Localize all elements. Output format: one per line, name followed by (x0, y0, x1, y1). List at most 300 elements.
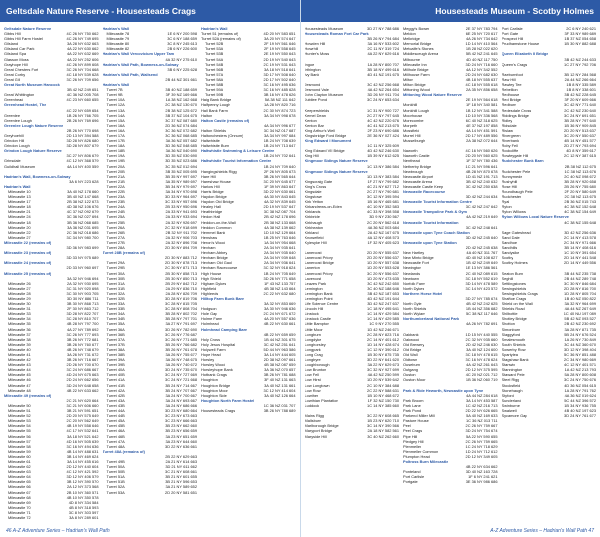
entry-reference: 2F 26 NY 805 673 (263, 168, 296, 174)
entry-reference: 4C 41 NZ 213 675 (367, 122, 399, 128)
entry-name: King Hill (304, 153, 319, 159)
entry-reference: 2C 42 NZ 230 640 (564, 107, 596, 113)
entry-name: Sowerby Row (501, 346, 526, 352)
entry-reference: 4C 17 NY 532 641 (66, 428, 99, 434)
entry-name: Holywell Farm (201, 346, 226, 352)
entry-name: Hadrian's Wall Path, Bowness-on-Solway (102, 61, 179, 67)
entry-name: Milecastle 38 (8, 336, 31, 342)
entry-reference: 4A 32 NY 275 610 (165, 56, 197, 62)
entry-name: Mallsburn (304, 418, 322, 424)
entry-name: Memorial Bridge (403, 41, 432, 47)
entry-reference: 3C 24 NY 686 667 (66, 367, 99, 373)
entry-name: Raeburnfoot (501, 71, 523, 77)
entry-name: New Minto Bridge (403, 255, 434, 261)
entry-reference: 1D 14 NY 410 564 (465, 41, 498, 47)
entry-reference: 2C 22 NY 588 631 (367, 387, 399, 393)
entry-reference: 2A 33 NY 933 694 (165, 214, 197, 220)
entry-reference: 1D 42 NZ 246 671 (367, 326, 399, 332)
entry-name: Turret 40B (106, 372, 125, 378)
entry-name: Redhouse (501, 92, 520, 98)
entry-name: Mittoning Wood Nature Reserve (403, 92, 462, 98)
entry-name: Howrhill (304, 46, 319, 52)
entry-reference: 1F 32 NZ 150 730 (367, 397, 399, 403)
entry-reference: 6C 40 NZ 318 625 (465, 117, 498, 123)
index-column (305, 26, 400, 521)
entry-name: Milecastle 29 (8, 295, 31, 301)
entry-reference: 3D 35 NZ 030 690 (165, 153, 197, 159)
entry-reference: 3B 40 NZ 188 659 (165, 87, 197, 93)
entry-reference: 3A 28 NY 871 735 (564, 326, 596, 332)
entry-name: Holmhead (201, 321, 219, 327)
entry-name: Haltwhistle (201, 138, 220, 144)
entry-name: Redburn (501, 102, 517, 108)
entry-reference: 1D 10 NZ 129 664 (263, 229, 296, 235)
entry-reference: 3D 12 NY 398 404 (564, 346, 596, 352)
entry-name: Middlesceugh Arena (403, 51, 439, 57)
entry-name: Turret 15A (106, 117, 125, 123)
entry-reference: 3D 12 NY 406 579 (66, 474, 99, 480)
entry-reference: 2D 19 NY 537 647 (263, 204, 296, 210)
entry-name: Newcastle upon Tyne Station (403, 239, 457, 245)
entry-name: Howden Hill (304, 41, 326, 47)
entry-name: Scotby (501, 255, 514, 261)
entry-name: High Shield (201, 275, 221, 281)
entry-reference: 3C 42 NZ 256 668 (367, 82, 399, 88)
entry-reference: 3C 14 NY 423 572 (465, 285, 498, 291)
entry-name: Leazes Park (304, 280, 327, 286)
entry-reference: 2A 34 NY 936 641 (263, 260, 296, 266)
entry-name: Jesmond (304, 82, 321, 88)
entry-reference: 4A 36 NZ 019 624 (564, 392, 596, 398)
entry-reference: 2C 21 NY 620 664 (66, 397, 99, 403)
entry-name: Stonehaugh (501, 387, 523, 393)
entry-name: Turret 23A (106, 194, 125, 200)
entry-reference: 4C 36 NZ 005 708 (66, 92, 99, 98)
entry-name: Hexham Bridge (201, 255, 228, 261)
entry-name: Turret 32A (106, 290, 125, 296)
entry-reference: 4B 22 NY 659 659 (263, 331, 296, 337)
entry-reference: 3C 21 NY 606 660 (66, 402, 99, 408)
entry-reference: 4A 20 NY 557 636 (263, 316, 296, 322)
entry-name: Gilsland (4, 41, 19, 47)
entry-reference: 2C 27 NY 797 645 (367, 112, 399, 118)
entry-name: Milecastle 18 (8, 219, 31, 225)
entry-reference: 1D 20 NY 539 642 (367, 377, 399, 383)
entry-name: Milecastle 45 (8, 372, 31, 378)
entry-name: Jesmond Vale (304, 87, 329, 93)
entry-name: Longpark (304, 346, 321, 352)
entry-name: Turret 59A (205, 87, 224, 93)
entry-reference: 3C 26 NY 776 687 (165, 331, 197, 337)
entry-reference: 4B 42 NZ 242 625 (465, 301, 498, 307)
entry-reference: 3C 42 NY 771 640 (564, 102, 596, 108)
entry-name: Slaggyford (501, 331, 521, 337)
entry-reference: 3D 24 NY 716 660 (465, 61, 498, 67)
entry-name: North Wylam (403, 311, 426, 317)
entry-reference: 3D 42 NZ 244 634 (465, 194, 498, 200)
entry-reference: 3B 42 NZ 244 633 (564, 56, 596, 62)
entry-reference: 4A 14 NY 451 591 (465, 127, 498, 133)
index-entry (305, 434, 400, 439)
entry-reference: 2A 42 NZ 167 675 (367, 229, 399, 235)
entry-name: Newtown (403, 275, 420, 281)
entry-name: Kylesyke Hill (304, 239, 327, 245)
entry-name: Seaton Burn (501, 270, 524, 276)
entry-name: Oakbank (403, 331, 419, 337)
index-entry (4, 520, 99, 521)
entry-reference: 3C 22 NY 608 665 (367, 413, 399, 419)
entry-name: Guildhall Museum (4, 163, 36, 169)
entry-reference: 2D 26 NY 700 670 (66, 362, 99, 368)
entry-name: Milecastle 58 (8, 443, 31, 449)
entry-name: Turret 13A (106, 107, 125, 113)
entry-reference: 3D 36 NZ 048 685 (165, 143, 197, 149)
entry-name: Turret 24B (106, 209, 125, 215)
entry-reference: 3A 26 NY 755 677 (165, 352, 197, 357)
entry-name: Holy Jesus Hospital (201, 341, 236, 347)
entry-name: Sandysike (501, 250, 520, 256)
entry-reference: 4A 42 NZ 264 654 (367, 87, 399, 93)
entry-name: South Shields (501, 341, 526, 347)
entry-reference: 4B 38 NZ 087 659 (263, 362, 296, 368)
entry-reference: 3C 34 NZ 017 687 (263, 127, 296, 133)
entry-name: Mossfield (403, 127, 420, 133)
entry-reference: 1B 24 NY 708 639 (263, 138, 296, 144)
entry-reference: 3D 35 NZ 023 686 (165, 158, 197, 164)
entry-name (4, 520, 31, 521)
entry-name: Turret 30A (106, 270, 125, 276)
entry-name: Milecastle 80 (106, 41, 130, 47)
index-column (201, 26, 296, 521)
entry-reference: 4D 20 NY 583 651 (263, 31, 296, 37)
entry-name: Seghill (501, 275, 514, 281)
entry-name: Turret 51A (106, 474, 125, 480)
entry-reference: 3B 30 NY 868 713 (66, 301, 99, 307)
entry-name: Kenton (304, 117, 317, 123)
entry-name: Murrel Hill (403, 132, 421, 138)
entry-name: Hadrian's Wall Vercovicium Upper Tam (102, 51, 175, 57)
entry-name: Haltwhistle Burn (201, 143, 230, 149)
entry-name: Milecastle 63 (8, 469, 31, 475)
entry-name: Haydon Old Bridge (201, 199, 234, 205)
entry-reference: 3D 26 NY 782 690 (165, 326, 197, 332)
entry-reference: 3D 21 NY 611 662 (165, 464, 197, 470)
entry-reference: 2B 42 NZ 230 692 (564, 321, 596, 327)
entry-reference: 4A 26 NY 782 691 (465, 321, 498, 327)
entry-name: Turret 22B (106, 189, 125, 194)
entry-reference: 3C 6 NY 188 659 (167, 36, 197, 42)
entry-name: Milecastle 30 (8, 301, 31, 307)
entry-name: Ouseburn (403, 362, 421, 368)
entry-reference: 3B 26 NY 565 644 (263, 173, 296, 179)
entry-reference: 2A 32 NY 930 695 (66, 280, 99, 286)
entry-name: Turret 44B (106, 413, 125, 419)
entry-name: King Edward I Monument (304, 138, 352, 144)
entry-reference: 3C 24 NY 691 651 (564, 112, 596, 118)
entry-reference: 2B 30 NY 850 713 (165, 275, 197, 281)
entry-name: Keepershields (304, 107, 330, 113)
entry-name: Geltsdale Nature Reserve (4, 26, 52, 31)
entry-name: Kingscraig Gate (304, 178, 333, 184)
entry-reference: 3D 24 NY 735 670 (165, 367, 197, 373)
entry-name: Turret 25A (106, 214, 125, 220)
entry-reference: 2D 22 NY 626 665 (465, 408, 498, 414)
entry-reference: 3D 22 NY 636 661 (165, 443, 197, 449)
entry-reference: 2C 26 NY 759 665 (465, 438, 498, 444)
entry-name: Milecastle 57 (8, 438, 31, 444)
entry-name: Kingstown (304, 194, 323, 200)
entry-reference: 3C 40 NZ 188 646 (367, 285, 399, 291)
entry-name: Turret 36A (106, 326, 125, 332)
entry-reference: 3D 28 NY 826 680 (66, 138, 99, 144)
entry-name: Newcastle Tourist Information Centre (403, 199, 472, 205)
entry-reference: 3C 26 NY 709 656 (66, 76, 99, 82)
entry-reference: 2D 27 NY 793 694 (564, 143, 596, 149)
entry-reference: 4D 24 NY 675 663 (66, 372, 99, 378)
entry-name: Ouston (403, 372, 416, 378)
entry-name: Gibbs Hill Farm Hostel (4, 36, 43, 42)
entry-name: Milecastle 69 (8, 499, 31, 505)
entry-name: Sycamore Gap (501, 413, 528, 419)
entry-reference: 1A 28 NY 791 762 (564, 387, 596, 393)
entry-reference: 4A 42 NZ 261 643 (466, 362, 498, 368)
entry-reference: 3B 12 NY 284 568 (564, 71, 596, 77)
entry-name: Newcastle Arena (403, 178, 433, 184)
entry-reference: 2B 44 NZ 301 661 (165, 76, 197, 82)
entry-name: Kirk Yetton (304, 199, 324, 205)
entry-reference: 3A 14 NY 444 605 (263, 352, 296, 357)
entry-name: Shilbottle (501, 311, 518, 317)
entry-reference: 2A 38 NZ 072 644 (466, 138, 498, 144)
entry-name: Rowleygate Hill (501, 153, 529, 159)
entry-reference: 4C 12 NY 401 571 (564, 362, 596, 368)
entry-name: Holy Cross (201, 336, 221, 342)
entry-name: Turret 44A (106, 408, 125, 414)
entry-reference: 1C 14 NY 429 585 (367, 316, 399, 322)
entry-name: Milecastle 22 (remains of) (4, 239, 52, 245)
entry-reference: 1B 8 NY 335 589 (566, 82, 596, 88)
entry-reference: 4A 22 NY 629 616 (367, 51, 399, 57)
entry-reference: 1B 42 NZ 249 649 (465, 260, 498, 266)
entry-name: Simonburn (501, 326, 521, 332)
entry-name: Turret 49B (106, 458, 125, 464)
entry-reference: 4A 14 NY 400 559 (66, 163, 99, 169)
entry-name: Old Brewery (403, 341, 425, 347)
entry-name: Harris Bridge (201, 189, 224, 194)
entry-name: North Gyle (403, 301, 422, 307)
entry-name: Milecastle 42 (8, 357, 31, 363)
entry-name: Newcastle Trampoline Park & Gym (403, 209, 468, 215)
index-column (403, 26, 498, 521)
entry-name: Turret 46A (106, 428, 125, 434)
entry-name: Turret 47A (106, 438, 125, 444)
entry-name: Milecastle 28 (8, 290, 31, 296)
entry-reference: 3B 28 NY 802 702 (165, 311, 197, 317)
entry-reference: 3C 31 NY 920 698 (66, 285, 99, 291)
entry-reference: 4A 42 NZ 219 649 (466, 214, 498, 220)
entry-name: Sewingshields (501, 285, 527, 291)
entry-reference: 2F 20 NY 580 649 (564, 189, 596, 194)
entry-name: Newcastle upon Tyne Coach Station (403, 229, 470, 235)
entry-name: Plenmeller (403, 443, 422, 449)
entry-name: Hexham Abbey (201, 250, 228, 256)
entry-name: Turret 18B (106, 148, 125, 154)
entry-name: Swalwell (501, 408, 517, 414)
entry-name: Greenlee Lough Nature Reserve (4, 122, 64, 128)
entry-name: Hadrian's Wall Path, Wallsend (102, 71, 158, 77)
entry-name: Little Bampton (304, 321, 330, 327)
entry-reference: 2D 14 NY 441 548 (564, 255, 596, 261)
entry-reference: 4C 22 NY 659 654 (66, 107, 99, 113)
entry-reference: 4C 10 NY 352 583 (367, 204, 399, 210)
entry-name: Milecastle 41 (8, 352, 31, 357)
entry-reference: 2D 24 NY 682 630 (465, 71, 498, 77)
entry-reference: 4D 42 NZ 191 644 (367, 295, 399, 301)
entry-reference: 2C 38 NZ 130 670 (165, 102, 197, 108)
entry-reference: 5B 24 NY 676 524 (564, 331, 596, 337)
entry-reference: 4D 36 NZ 054 615 (564, 382, 596, 388)
entry-reference: 1B 39 NY 612 625 (367, 153, 399, 159)
entry-reference: 3B 28 NY 920 658 (564, 178, 596, 184)
entry-reference: 3C 20 NY 556 637 (367, 270, 399, 276)
entry-reference: 3E 36 NY 986 686 (465, 479, 498, 485)
entry-name: Turret 53B (205, 51, 224, 57)
entry-name: Grindon Lough (4, 143, 30, 149)
entry-name: Marlborough Bridge (304, 423, 339, 429)
entry-reference: 1B 28 NZ 022 620 (465, 46, 498, 52)
entry-reference: 2C 38 NZ 113 675 (564, 194, 596, 200)
entry-name: Parkend Miller Mill (403, 413, 435, 419)
entry-reference: 2D 30 NY 894 709 (165, 245, 197, 251)
right-page-footer: A-Z Adventure Series – Hadrian's Wall Path 47 (490, 528, 594, 534)
entry-reference: 2C 14 NY 401 612 (367, 336, 399, 342)
entry-name: Meggy's Bower (403, 26, 430, 31)
entry-name: Mains Rigg (304, 413, 324, 419)
entry-reference: 3B 26 NY 760 677 (66, 341, 99, 347)
entry-name: Turret 42B (106, 392, 125, 398)
entry-reference: 2B 32 NY 911 702 (165, 229, 197, 235)
entry-reference: 2D 12 NY 375 595 (465, 367, 498, 373)
entry-reference: 3D 36 NY 983 699 (66, 245, 99, 251)
entry-name: Queen Elizabeth II Bridge (501, 51, 549, 57)
entry-reference: 3D 28 NY 822 707 (66, 311, 99, 317)
entry-name: Milecastle 48 (8, 387, 31, 393)
entry-name: Houghton (201, 377, 218, 383)
entry-reference: 1C 27 NY 792 706 (564, 61, 596, 67)
index-column (502, 26, 597, 521)
entry-name: Longhorsley (304, 341, 326, 347)
entry-name: Portgate (403, 479, 418, 485)
entry-reference: 1B 8 NY 338 601 (566, 87, 596, 93)
entry-name: Turret 26B (106, 229, 125, 235)
entry-name: Peel (403, 423, 411, 429)
entry-name: Kirkhaugh (304, 219, 323, 225)
entry-reference: 4C 42 NZ 220 676 (367, 117, 399, 123)
entry-name: Great Whittington (4, 92, 35, 98)
entry-name: Morpeth (403, 122, 418, 128)
entry-reference: 2D 20 NY 513 637 (564, 127, 596, 133)
entry-reference: 3C 30 NY 903 705 (66, 290, 99, 296)
entry-reference: 4B 28 NY 870 678 (465, 168, 498, 174)
entry-name: Lemington Bank (304, 290, 333, 296)
entry-reference: 1C 11 NY 325 609 (367, 143, 399, 149)
entry-reference: 2F 19 NY 558 645 (263, 46, 296, 52)
entry-name: John Clayton Museum (304, 92, 344, 98)
entry-name: Hare Hill (201, 173, 216, 179)
entry-name: Halton (201, 112, 213, 118)
entry-reference: 3D 33 NY 975 689 (66, 255, 99, 261)
entry-name: Milecastle Inn (403, 61, 427, 67)
entry-name: Milecastle 24 (8, 214, 31, 220)
entry-name: Milecastle 66 (8, 484, 31, 490)
entry-name: Lowther (304, 392, 319, 398)
entry-reference: 4C 12 NY 421 592 (66, 469, 99, 475)
entry-name: Lanercost (304, 250, 322, 256)
entry-reference: 2E 37 NY 783 794 (465, 26, 498, 31)
entry-name: Stannington (501, 367, 523, 373)
entry-reference: 3A 18 NY 521 642 (66, 433, 99, 439)
entry-name: Hadrian's Wall (201, 26, 228, 31)
entry-reference: 5A 38 NZ 111 642 (264, 97, 296, 103)
entry-reference: 3A 27 NY 791 697 (165, 321, 197, 327)
entry-name: Netherby Bridge (403, 163, 432, 169)
entry-reference: 3C 18 NY 552 619 (465, 275, 498, 281)
entry-reference: 4E 37 NZ 197 858 (465, 122, 498, 128)
entry-reference: 2C 27 NY 790 681 (367, 189, 399, 194)
entry-reference: 4C 38 NZ 155 648 (564, 219, 596, 225)
entry-reference: 2B 6 NY 226 600 (167, 46, 197, 52)
entry-name: Holmhead Camping Barn (201, 326, 248, 332)
entry-reference: 2A 32 NY 926 697 (165, 219, 197, 225)
entry-name: Turret 9B (106, 92, 123, 98)
entry-reference: 3C 42 NZ 251 641 (263, 341, 296, 347)
entry-reference: 4C 26 NY 899 608 (66, 61, 99, 67)
entry-name: Milecastle 71 (8, 509, 31, 515)
entry-name: Turret 20A (106, 163, 125, 169)
entry-name: Naworth Castle (403, 153, 430, 159)
entry-name: Heron's Wood (201, 239, 226, 245)
entry-name: Ridsdale (501, 122, 517, 128)
entry-reference: 3D 28 NY 807 679 (66, 143, 99, 149)
entry-reference: 3B 28 NY 797 640 (564, 117, 596, 123)
entry-name: New Hartley (403, 250, 425, 256)
entry-reference: 3B 23 NY 656 659 (165, 428, 197, 434)
entry-name: Great North Museum Hancock (4, 82, 60, 88)
entry-reference: 4D 8 NY 359 617 (566, 148, 596, 154)
entry-reference: 2C 19 NY 531 643 (263, 61, 296, 67)
entry-reference: 3C 24 NY 727 669 (165, 372, 197, 378)
entry-reference: 1D 13 NY 383 584 (367, 173, 399, 179)
right-page (301, 0, 600, 537)
entry-reference: 4D 40 NZ 108 627 (465, 255, 498, 261)
entry-reference: 3C 30 NY 846 684 (564, 280, 596, 286)
entry-reference: 3C 34 NY 980 700 (66, 234, 99, 240)
entry-name: Haltonchesters (Onnum) (201, 132, 244, 138)
entry-reference: 1A 28 NY 820 716 (263, 102, 296, 108)
entry-name: King's Cross (304, 183, 327, 189)
entry-reference: 1B 10 NY 468 672 (367, 392, 399, 398)
entry-name: Turret 59B (205, 92, 224, 98)
entry-name: Grinsdale (4, 158, 21, 164)
entry-reference: 3A 40 NZ 124 600 (466, 346, 498, 352)
entry-reference: 4A 26 NY 734 642 (465, 36, 498, 42)
entry-name: Maryside Hill (304, 433, 327, 439)
entry-name: Turret 21A (106, 173, 125, 179)
entry-name: Turret 29B (106, 265, 125, 271)
entry-name: Ouston Moor (403, 377, 426, 383)
entry-name: Lincoln Hill (304, 306, 324, 312)
entry-reference: 1C 36 NZ 031 707 (263, 402, 296, 408)
